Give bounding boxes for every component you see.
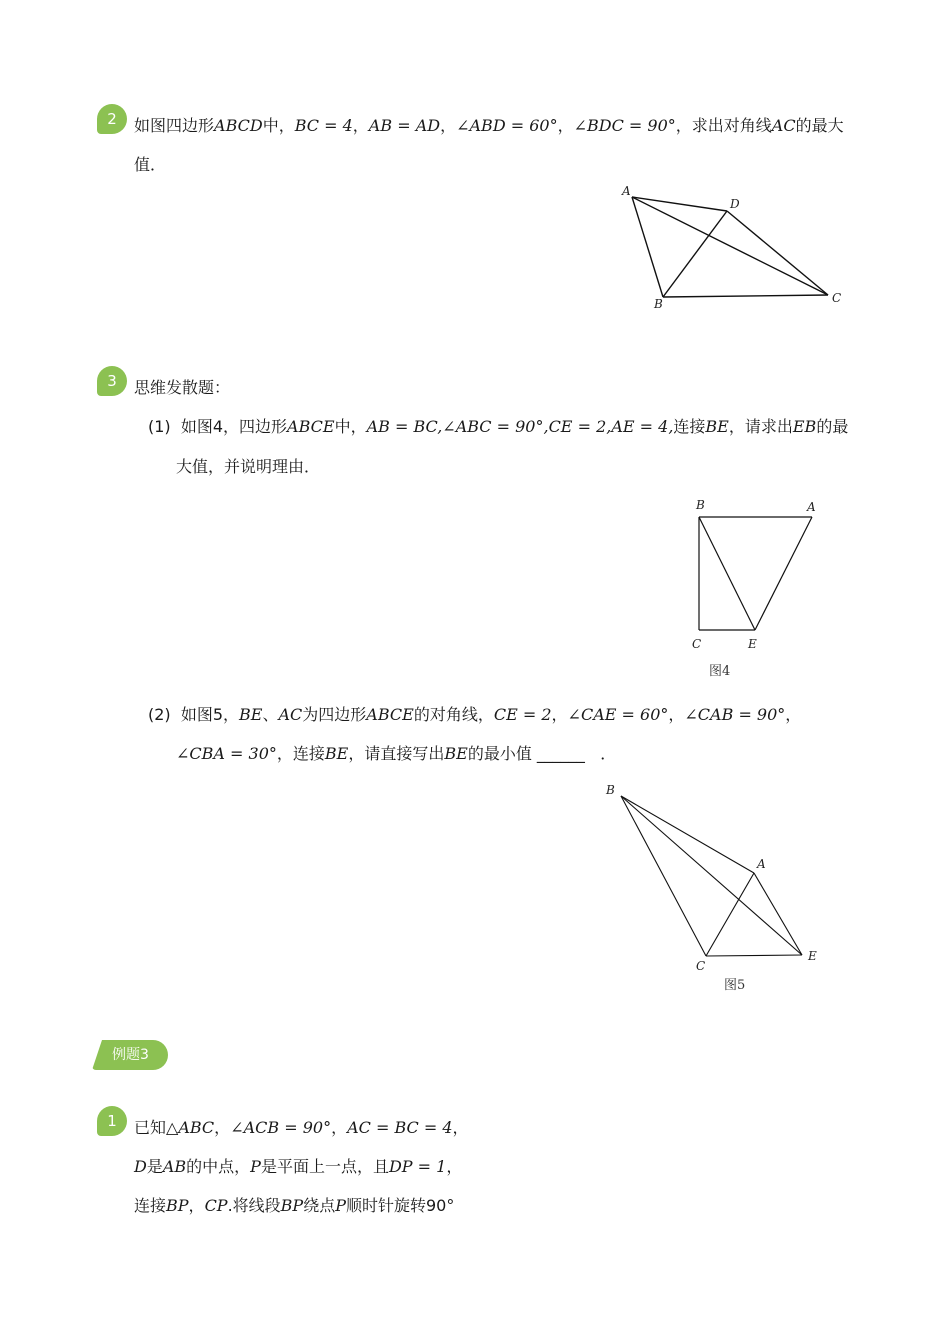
segment-be [621,796,802,955]
label-a: A [757,857,766,871]
label-a: A [622,184,631,198]
figure-4-caption: 图4 [709,664,731,679]
example-tag [92,1040,168,1070]
q3-part2-line-1: (2) 如图5，BE、AC为四边形ABCE的对角线，CE = 2，∠CAE = 60°，∠CAB = 90°， [148,705,802,724]
question-number-badge: 1 [97,1106,127,1136]
q2-line-1: 如图四边形ABCD中，BC = 4，AB = AD，∠ABD = 60°，∠BDC = 90°，求出对角线AC的最大 [134,116,844,135]
answer-blank[interactable]: ______ [536,744,585,763]
segment-ce [706,955,802,956]
label-b: B [606,783,615,797]
segment-be [699,517,755,630]
q2-figure [610,180,860,315]
label-c: C [696,959,706,973]
segment-dc [727,211,828,295]
segment-bd [663,211,727,297]
question-number-badge: 3 [97,366,127,396]
label-c: C [692,637,702,651]
label-c: C [832,291,842,305]
figure-5-caption: 图5 [724,978,746,993]
example-line-3: 连接BP，CP.将线段BP绕点P顺时针旋转90° [134,1196,455,1215]
q2-line-2: 值． [134,155,167,174]
figure-5 [600,780,830,975]
segment-ab [632,197,663,297]
segment-ac [706,873,754,956]
label-e: E [808,949,817,963]
label-d: D [730,197,740,211]
segment-ae [754,873,802,955]
label-b: B [696,498,705,512]
label-a: A [807,500,816,514]
segment-ac [632,197,828,295]
question-number-badge: 2 [97,104,127,134]
label-b: B [654,297,663,311]
q3-title: 思维发散题： [134,378,231,397]
q3-part1-line-1: (1) 如图4，四边形ABCE中，AB = BC,∠ABC = 90°,CE = 2,AE = 4,连接BE，请求出EB的最 [148,417,849,436]
segment-ea [755,517,812,630]
example-line-1: 已知△ABC，∠ACB = 90°，AC = BC = 4， [134,1118,469,1137]
figure-4 [690,495,825,655]
q3-part1-line-2: 大值，并说明理由． [176,457,321,476]
q3-part2-line-2: ∠CBA = 30°，连接BE，请直接写出BE的最小值 ______ ． [176,744,617,763]
example-line-2: D是AB的中点，P是平面上一点，且DP = 1， [134,1157,463,1176]
label-e: E [748,637,757,651]
segment-bc [663,295,828,297]
example-tag-label: 例题3 [112,1047,149,1063]
